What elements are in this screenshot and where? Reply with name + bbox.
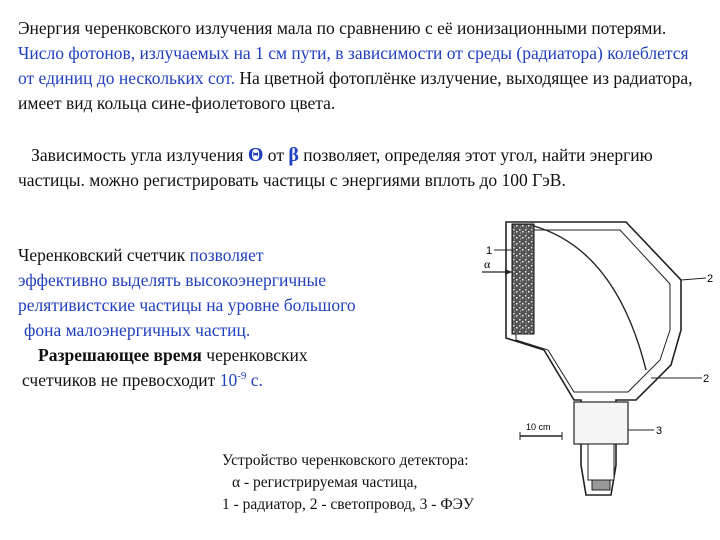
label-1: 1 — [486, 245, 493, 257]
counter-line-5-rest: черенковских — [201, 345, 308, 365]
angle-text-b: от — [263, 145, 289, 165]
pmt-connector — [592, 480, 610, 490]
mirror-curve — [534, 226, 646, 370]
label-alpha: α — [484, 257, 491, 271]
counter-line-2: эффективно выделять высокоэнергичные — [18, 270, 327, 290]
beta-symbol: β — [288, 144, 299, 166]
counter-line-3: релятивистские частицы на уровне большого — [18, 295, 356, 315]
resolution-value: 10 — [219, 370, 238, 390]
scale-label: 10 cm — [526, 422, 551, 432]
angle-text-a: Зависимость угла излучения — [31, 145, 248, 165]
resolution-exponent: -9 — [237, 370, 247, 382]
counter-line-4: фона малоэнергичных частиц. — [24, 320, 251, 340]
intro-text-a: Энергия черенковского излучения мала по сравнению с её ионизационными потерями. — [18, 18, 667, 38]
pmt-body — [574, 402, 628, 444]
angle-text-c: позволяет, определяя этот угол, найти энергию частицы. можно регистрировать частицы с энергиями вплоть до 100 ГэВ. — [18, 145, 653, 190]
label-2a: 2 — [707, 273, 714, 285]
counter-line-1b: позволяет — [189, 245, 264, 265]
counter-line-5 — [18, 343, 418, 368]
caption-alpha: α — [232, 474, 241, 491]
counter-line-6 — [18, 368, 418, 393]
pmt-base — [588, 444, 614, 480]
leader-2a — [681, 278, 706, 280]
counter-line-1 — [18, 243, 418, 268]
intro-text-c: На цветной фотоплёнке излучение, выходящее из радиатора, имеет вид кольца сине-фиолетового цвета. — [18, 68, 693, 113]
radiator — [512, 224, 534, 334]
caption-line-1: Устройство черенковского детектора: — [222, 452, 469, 469]
resolution-unit: с. — [246, 370, 263, 390]
figure-caption — [222, 450, 542, 516]
counter-line-1a: Черенковский счетчик — [18, 245, 190, 265]
intro-paragraph — [18, 16, 698, 116]
light-guide — [516, 230, 670, 392]
caption-line-2-text: - регистрируемая частица, — [240, 474, 418, 491]
theta-symbol: Θ — [247, 144, 264, 166]
counter-line-5-bold: Разрешающее время — [38, 345, 202, 365]
label-3: 3 — [656, 425, 663, 437]
caption-line-2 — [222, 472, 542, 494]
intro-text-b: Число фотонов, излучаемых на 1 см пути, в зависимости от среды (радиатора) колеблется от единиц до нескольких сот. — [18, 43, 689, 88]
angle-paragraph — [18, 143, 698, 193]
label-2b: 2 — [703, 373, 710, 385]
particle-arrowhead — [505, 269, 512, 275]
counter-line-6a: счетчиков не превосходит — [22, 370, 220, 390]
counter-paragraph — [18, 243, 418, 393]
caption-line-3: 1 - радиатор, 2 - светопровод, 3 - ФЭУ — [222, 496, 474, 513]
